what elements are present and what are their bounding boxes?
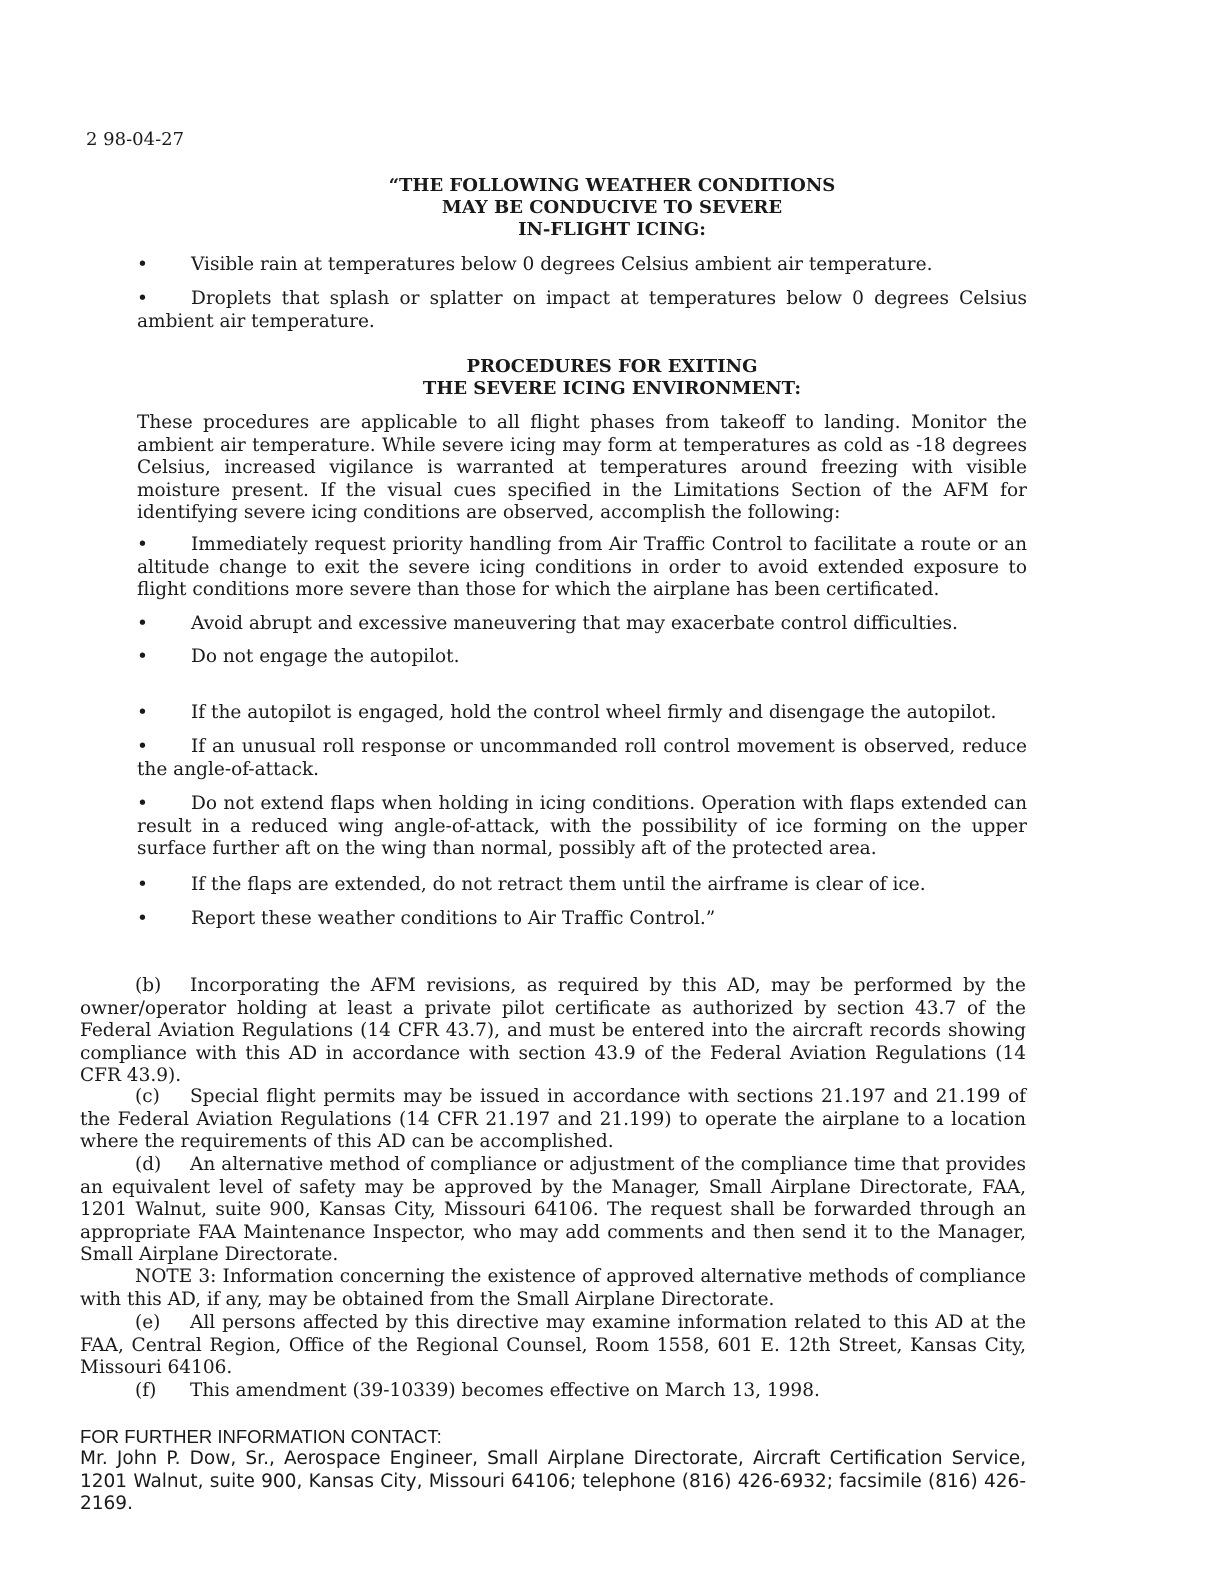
note-3: NOTE 3: Information concerning the existence of approved alternative methods of compliance with this AD, if any, may be obtained from the Small Airplane Directorate. <box>80 1266 1026 1310</box>
procedures-intro: These procedures are applicable to all flight phases from takeoff to landing. Monitor the ambient air temperature. While severe icing may form at temperatures as cold as -18 degrees Celsius, increased vigilance is warranted at temperatures around freezing with visible moisture present. If the visual cues specified in the Limitations Section of the AFM for identifying severe icing conditions are observed, accomplish the following: <box>137 412 1027 523</box>
paragraph-d: (d) An alternative method of compliance or adjustment of the compliance time that provides an equivalent level of safety may be approved by the Manager, Small Airplane Directorate, FAA, 1201 Walnut, suite 900, Kansas City, Missouri 64106. The request shall be forwarded through an appropriate FAA Maintenance Inspector, who may add comments and then send it to the Manager, Small Airplane Directorate. <box>80 1154 1026 1265</box>
paragraph-label: (b) <box>135 975 162 996</box>
bullet-icon: • <box>137 646 148 667</box>
paragraph-label: (c) <box>135 1086 160 1107</box>
procedure-bullet: • If the autopilot is engaged, hold the control wheel firmly and disengage the autopilot. <box>137 702 997 723</box>
paragraph-label: (d) <box>135 1154 162 1175</box>
heading-line: IN-FLIGHT ICING: <box>518 219 706 240</box>
paragraph-label: (e) <box>135 1312 161 1333</box>
paragraph-c: (c) Special flight permits may be issued in accordance with sections 21.197 and 21.199 of the Federal Aviation Regulations (14 CFR 21.197 and 21.199) to operate the airplane to a location where the requirements of this AD can be accomplished. <box>80 1086 1026 1152</box>
bullet-icon: • <box>137 288 148 309</box>
page-number: 2 98-04-27 <box>86 129 185 150</box>
procedure-bullet: • Immediately request priority handling from Air Traffic Control to facilitate a route or an altitude change to exit the severe icing conditions in order to avoid extended exposure to flight conditions more severe than those for which the airplane has been certificated. <box>137 534 1027 600</box>
paragraph-f: (f) This amendment (39-10339) becomes effective on March 13, 1998. <box>135 1380 820 1401</box>
procedure-bullet: • Report these weather conditions to Air Traffic Control.” <box>137 908 716 929</box>
paragraph-label: (f) <box>135 1380 157 1401</box>
weather-bullet: • Droplets that splash or splatter on impact at temperatures below 0 degrees Celsius ambient air temperature. <box>137 288 1027 332</box>
contact-details: Mr. John P. Dow, Sr., Aerospace Engineer, Small Airplane Directorate, Aircraft Certification Service, 1201 Walnut, suite 900, Kansas City, Missouri 64106; telephone (816) 426-6932; facsimile (816) 426-2169. <box>80 1448 1026 1514</box>
weather-bullet: • Visible rain at temperatures below 0 degrees Celsius ambient air temperature. <box>137 254 933 275</box>
heading-line: PROCEDURES FOR EXITING <box>466 356 758 377</box>
procedure-bullet: • If the flaps are extended, do not retract them until the airframe is clear of ice. <box>137 874 926 895</box>
bullet-icon: • <box>137 793 148 814</box>
procedure-bullet: • If an unusual roll response or uncommanded roll control movement is observed, reduce the angle-of-attack. <box>137 736 1027 780</box>
bullet-icon: • <box>137 736 148 757</box>
bullet-icon: • <box>137 534 148 555</box>
procedure-bullet: • Do not engage the autopilot. <box>137 646 460 667</box>
paragraph-e: (e) All persons affected by this directive may examine information related to this AD at the FAA, Central Region, Office of the Regional Counsel, Room 1558, 601 E. 12th Street, Kansas City, Missouri 64106. <box>80 1312 1026 1378</box>
contact-heading: FOR FURTHER INFORMATION CONTACT: <box>80 1426 442 1447</box>
heading-line: “THE FOLLOWING WEATHER CONDITIONS <box>388 175 836 196</box>
bullet-icon: • <box>137 613 148 634</box>
heading-line: THE SEVERE ICING ENVIRONMENT: <box>422 378 802 399</box>
weather-conditions-heading <box>0 175 1224 241</box>
bullet-icon: • <box>137 874 148 895</box>
procedure-bullet: • Avoid abrupt and excessive maneuvering that may exacerbate control difficulties. <box>137 613 958 634</box>
paragraph-b: (b) Incorporating the AFM revisions, as required by this AD, may be performed by the owner/operator holding at least a private pilot certificate as authorized by section 43.7 of the Federal Aviation Regulations (14 CFR 43.7), and must be entered into the aircraft records showing compliance with this AD in accordance with section 43.9 of the Federal Aviation Regulations (14 CFR 43.9). <box>80 975 1026 1086</box>
heading-line: MAY BE CONDUCIVE TO SEVERE <box>441 197 783 218</box>
procedure-bullet: • Do not extend flaps when holding in icing conditions. Operation with flaps extended can result in a reduced wing angle-of-attack, with the possibility of ice forming on the upper surface further aft on the wing than normal, possibly aft of the protected area. <box>137 793 1027 859</box>
bullet-icon: • <box>137 702 148 723</box>
procedures-heading <box>0 356 1224 400</box>
bullet-icon: • <box>137 254 148 275</box>
bullet-icon: • <box>137 908 148 929</box>
